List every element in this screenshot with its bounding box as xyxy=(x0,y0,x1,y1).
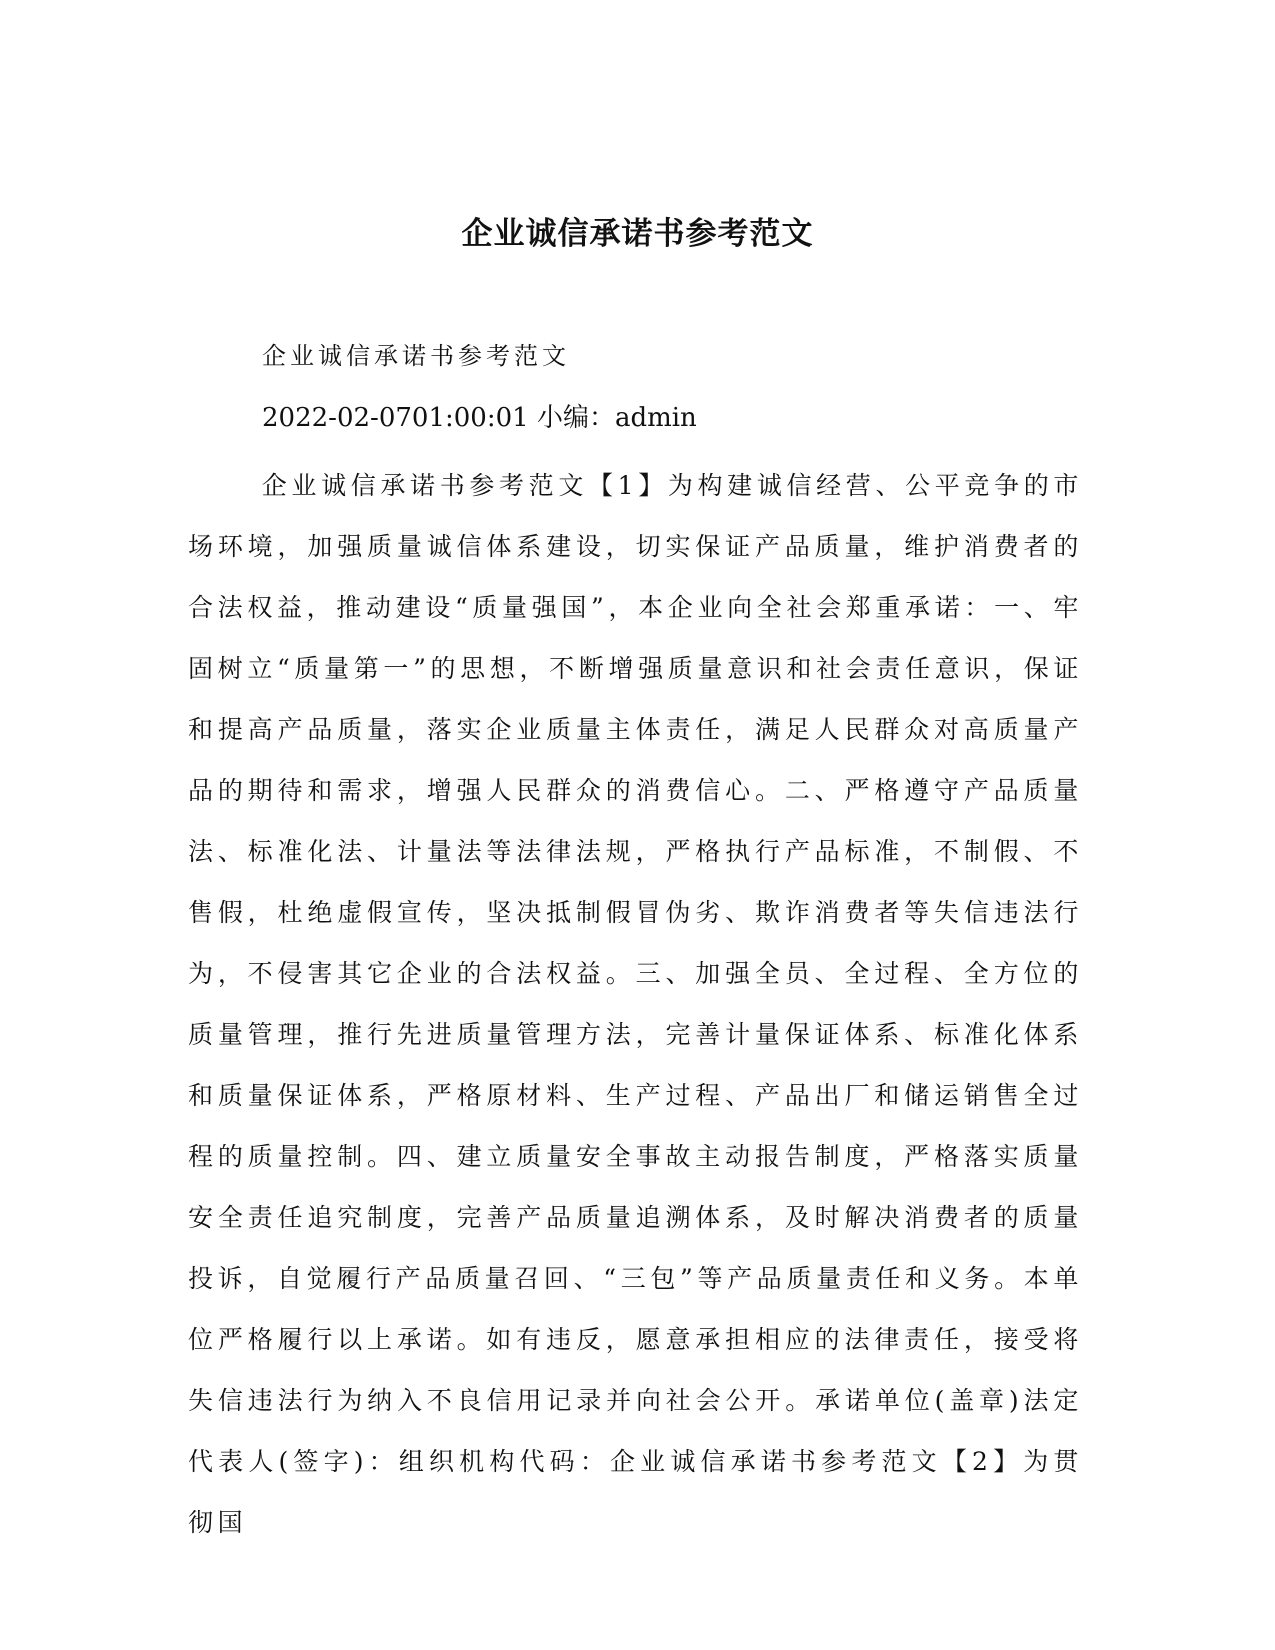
document-subtitle: 企业诚信承诺书参考范文 xyxy=(262,342,570,370)
page-title: 企业诚信承诺书参考范文 xyxy=(461,216,814,252)
document-body: 企业诚信承诺书参考范文【1】为构建诚信经营、公平竞争的市场环境，加强质量诚信体系建设，切实保证产品质量，维护消费者的合法权益，推动建设“质量强国”，本企业向全社会郑重承诺：一、牢固树立“质量第一”的思想，不断增强质量意识和社会责任意识，保证和提高产品质量，落实企业质量主体责任，满足人民群众对高质量产品的期待和需求，增强人民群众的消费信心。二、严格遵守产品质量法、标准化法、计量法等法律法规，严格执行产品标准，不制假、不售假，杜绝虚假宣传，坚决抵制假冒伪劣、欺诈消费者等失信违法行为，不侵害其它企业的合法权益。三、加强全员、全过程、全方位的质量管理，推行先进质量管理方法，完善计量保证体系、标准化体系和质量保证体系，严格原材料、生产过程、产品出厂和储运销售全过程的质量控制。四、建立质量安全事故主动报告制度，严格落实质量安全责任追究制度，完善产品质量追溯体系，及时解决消费者的质量投诉，自觉履行产品质量召回、“三包”等产品质量责任和义务。本单位严格履行以上承诺。如有违反，愿意承担相应的法律责任，接受将失信违法行为纳入不良信用记录并向社会公开。承诺单位(盖章)法定代表人(签字)：组织机构代码：企业诚信承诺书参考范文【2】为贯彻国 xyxy=(188,471,1083,1537)
document-meta: 2022-02-0701:00:01 小编：admin xyxy=(262,403,697,433)
